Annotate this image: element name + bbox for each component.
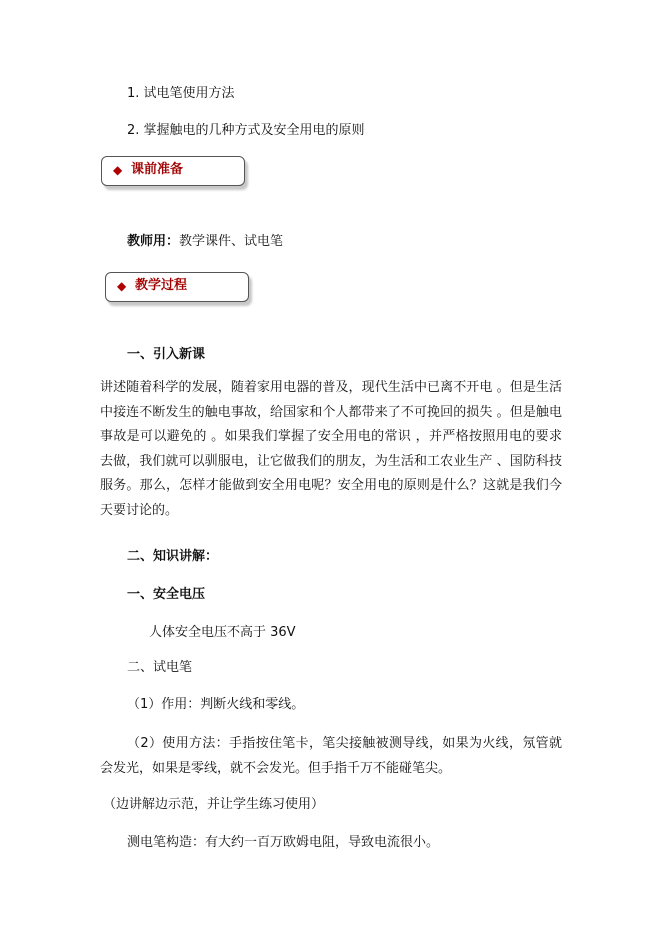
diamond-bullet-icon: ◆ xyxy=(113,163,123,177)
test-pen-usage: （2）使用方法：手指按住笔卡，笔尖接触被测导线，如果为火线，氖管就会发光，如果是零线，就不会发光。但手指千万不能碰笔尖。 xyxy=(100,736,562,776)
section-header-prep xyxy=(101,156,245,186)
objective-1: 1. 试电笔使用方法 xyxy=(127,86,235,101)
heading-knowledge: 二、知识讲解： xyxy=(127,549,219,564)
safe-voltage-text: 人体安全电压不高于 36V xyxy=(149,625,296,640)
section-title-prep: 课前准备 xyxy=(131,162,184,177)
test-pen-structure: 测电笔构造：有大约一百万欧姆电阻，导致电流很小。 xyxy=(127,835,440,850)
section-title-process: 教学过程 xyxy=(135,278,188,293)
intro-paragraph: 讲述随着科学的发展，随着家用电器的普及，现代生活中已离不开电 。但是生活中接连不断发生的触电事故，给国家和个人都带来了不可挽回的损失 。但是触电事故是可以避免的 。如果我们掌握了安全用电的常识 ，并严格按照用电的要求去做，我们就可以驯服电，让它做我们的朋友，为生活和工农业生产 、国防科技服务。那么，怎样才能做到安全用电呢？安全用电的原则是什么？这就是我们今天要讨论的。 xyxy=(100,380,562,518)
heading-safe-voltage: 一、安全电压 xyxy=(127,587,206,602)
diamond-bullet-icon: ◆ xyxy=(117,279,127,293)
teacher-materials-label: 教师用： xyxy=(127,234,180,249)
heading-intro: 一、引入新课 xyxy=(127,347,206,362)
heading-test-pen: 二、试电笔 xyxy=(127,660,193,675)
test-pen-function: （1）作用：判断火线和零线。 xyxy=(127,697,305,712)
section-header-process xyxy=(105,272,249,302)
teacher-materials xyxy=(127,234,283,250)
demo-note: （边讲解边示范，并让学生练习使用） xyxy=(103,797,325,812)
objective-2: 2. 掌握触电的几种方式及安全用电的原则 xyxy=(127,123,365,138)
teacher-materials-value: 教学课件、试电笔 xyxy=(179,234,284,249)
